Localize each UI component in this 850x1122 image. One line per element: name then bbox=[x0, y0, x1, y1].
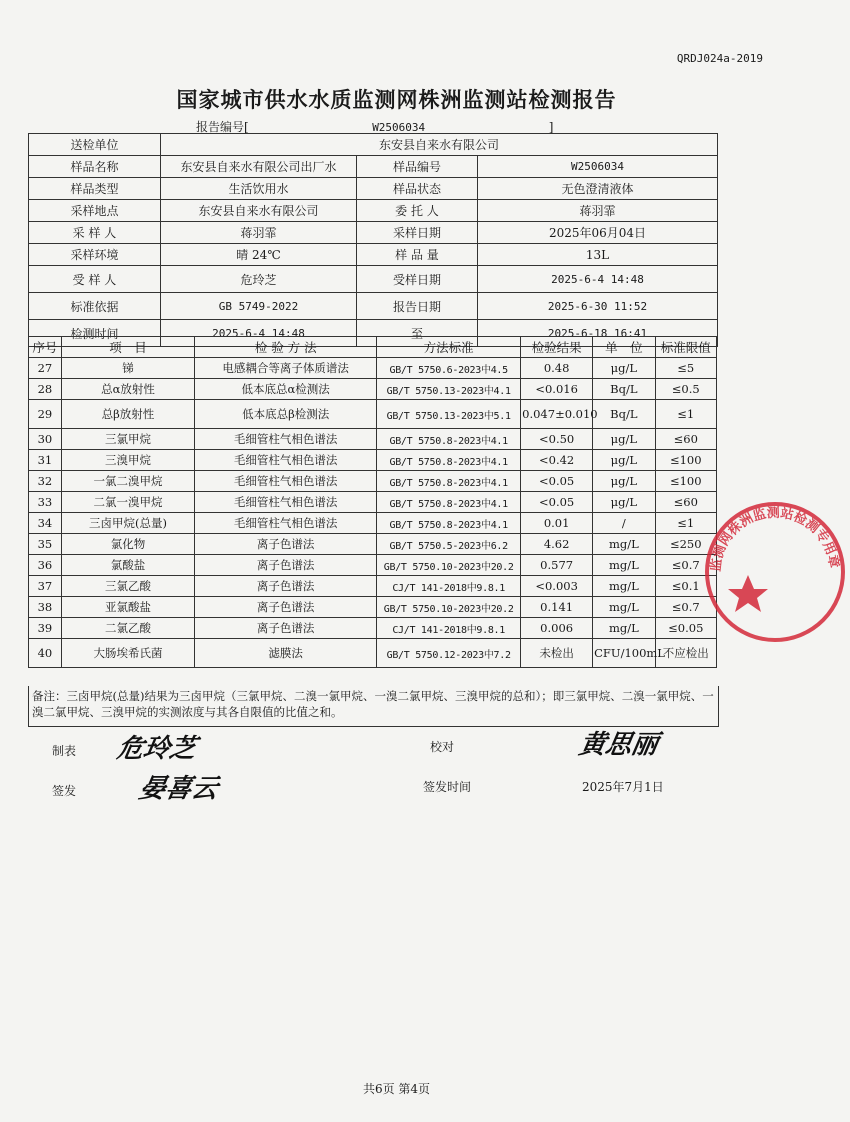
cell-item: 三溴甲烷 bbox=[61, 450, 194, 471]
test-items-table bbox=[28, 336, 717, 668]
sample-state-value: 无色澄清液体 bbox=[478, 178, 718, 200]
prepared-by-signature: 危玲芝 bbox=[114, 734, 199, 764]
cell-standard: GB/T 5750.10-2023中20.2 bbox=[377, 555, 521, 576]
cell-no: 40 bbox=[29, 639, 62, 668]
row-client-unit bbox=[29, 134, 718, 156]
cell-no: 37 bbox=[29, 576, 62, 597]
cell-limit: ≤250 bbox=[655, 534, 716, 555]
cell-method: 离子色谱法 bbox=[195, 618, 377, 639]
report-date-label: 报告日期 bbox=[357, 293, 478, 320]
cell-standard: CJ/T 141-2018中9.8.1 bbox=[377, 576, 521, 597]
sample-state-label: 样品状态 bbox=[357, 178, 478, 200]
cell-standard: GB/T 5750.8-2023中4.1 bbox=[377, 492, 521, 513]
issued-by-signature: 晏喜云 bbox=[136, 774, 221, 804]
cell-limit: ≤60 bbox=[655, 429, 716, 450]
sampling-site-value: 东安县自来水有限公司 bbox=[161, 200, 357, 222]
cell-limit: ≤0.7 bbox=[655, 597, 716, 618]
cell-unit: μg/L bbox=[593, 358, 655, 379]
cell-unit: CFU/100mL bbox=[593, 639, 655, 668]
test-time-label: 检测时间 bbox=[29, 320, 161, 347]
cell-no: 32 bbox=[29, 471, 62, 492]
prepared-by-label: 制表 bbox=[52, 744, 77, 758]
cell-standard: GB/T 5750.12-2023中7.2 bbox=[377, 639, 521, 668]
table-header-row bbox=[29, 337, 717, 358]
cell-result: 0.01 bbox=[521, 513, 593, 534]
cell-standard: GB/T 5750.13-2023中4.1 bbox=[377, 379, 521, 400]
cell-item: 三氯甲烷 bbox=[61, 429, 194, 450]
table-row bbox=[29, 400, 717, 429]
cell-no: 36 bbox=[29, 555, 62, 576]
cell-standard: GB/T 5750.8-2023中4.1 bbox=[377, 471, 521, 492]
cell-result: <0.42 bbox=[521, 450, 593, 471]
report-title: 国家城市供水水质监测网株洲监测站检测报告 bbox=[176, 87, 617, 112]
cell-no: 33 bbox=[29, 492, 62, 513]
form-code: QRDJ024a-2019 bbox=[676, 52, 763, 65]
sampling-env-label: 采样环境 bbox=[29, 244, 161, 266]
row-sampling-env bbox=[29, 244, 718, 266]
cell-unit: Bq/L bbox=[593, 379, 655, 400]
cell-standard: GB/T 5750.6-2023中4.5 bbox=[377, 358, 521, 379]
cell-method: 毛细管柱气相色谱法 bbox=[195, 471, 377, 492]
cell-no: 28 bbox=[29, 379, 62, 400]
cell-result: <0.50 bbox=[521, 429, 593, 450]
cell-no: 30 bbox=[29, 429, 62, 450]
cell-result: <0.016 bbox=[521, 379, 593, 400]
cell-no: 38 bbox=[29, 597, 62, 618]
cell-standard: GB/T 5750.10-2023中20.2 bbox=[377, 597, 521, 618]
cell-item: 亚氯酸盐 bbox=[61, 597, 194, 618]
issued-by-label: 签发 bbox=[52, 784, 77, 798]
receiver-label: 受 样 人 bbox=[29, 266, 161, 293]
official-seal-icon bbox=[700, 497, 850, 647]
header-no: 序号 bbox=[29, 337, 62, 358]
cell-standard: GB/T 5750.5-2023中6.2 bbox=[377, 534, 521, 555]
sample-no-value: W2506034 bbox=[478, 156, 718, 178]
row-sample-name bbox=[29, 156, 718, 178]
cell-method: 电感耦合等离子体质谱法 bbox=[195, 358, 377, 379]
cell-no: 35 bbox=[29, 534, 62, 555]
receiver-value: 危玲芝 bbox=[161, 266, 357, 293]
header-method: 检 验 方 法 bbox=[195, 337, 377, 358]
cell-standard: GB/T 5750.8-2023中4.1 bbox=[377, 450, 521, 471]
cell-item: 大肠埃希氏菌 bbox=[61, 639, 194, 668]
sampling-site-label: 采样地点 bbox=[29, 200, 161, 222]
test-time-from: 2025-6-4 14:48 bbox=[161, 320, 357, 347]
checked-by-label: 校对 bbox=[430, 740, 455, 754]
cell-result: 0.141 bbox=[521, 597, 593, 618]
row-standard bbox=[29, 293, 718, 320]
cell-item: 一氯二溴甲烷 bbox=[61, 471, 194, 492]
cell-method: 低本底总β检测法 bbox=[195, 400, 377, 429]
table-row bbox=[29, 450, 717, 471]
cell-item: 二氯乙酸 bbox=[61, 618, 194, 639]
cell-limit: ≤0.05 bbox=[655, 618, 716, 639]
cell-unit: mg/L bbox=[593, 618, 655, 639]
cell-no: 29 bbox=[29, 400, 62, 429]
sampler-value: 蒋羽霏 bbox=[161, 222, 357, 244]
table-row bbox=[29, 576, 717, 597]
sample-name-label: 样品名称 bbox=[29, 156, 161, 178]
test-time-to: 2025-6-18 16:41 bbox=[478, 320, 718, 347]
cell-unit: μg/L bbox=[593, 450, 655, 471]
sample-info-table bbox=[28, 133, 718, 347]
table-row bbox=[29, 597, 717, 618]
checked-by-signature: 黄思丽 bbox=[576, 730, 661, 760]
row-sampler bbox=[29, 222, 718, 244]
cell-unit: μg/L bbox=[593, 471, 655, 492]
report-number-value: W2506034 bbox=[372, 121, 426, 134]
table-row bbox=[29, 358, 717, 379]
cell-result: 0.006 bbox=[521, 618, 593, 639]
cell-method: 离子色谱法 bbox=[195, 597, 377, 618]
issue-time-value: 2025年7月1日 bbox=[582, 780, 664, 794]
cell-method: 毛细管柱气相色谱法 bbox=[195, 492, 377, 513]
sampling-date-value: 2025年06月04日 bbox=[478, 222, 718, 244]
sample-type-value: 生活饮用水 bbox=[161, 178, 357, 200]
entrusted-by-label: 委 托 人 bbox=[357, 200, 478, 222]
sample-qty-value: 13L bbox=[478, 244, 718, 266]
client-unit-label: 送检单位 bbox=[29, 134, 161, 156]
header-result: 检验结果 bbox=[521, 337, 593, 358]
table-row bbox=[29, 513, 717, 534]
cell-unit: mg/L bbox=[593, 555, 655, 576]
cell-standard: GB/T 5750.8-2023中4.1 bbox=[377, 429, 521, 450]
cell-item: 三卤甲烷(总量) bbox=[61, 513, 194, 534]
cell-method: 滤膜法 bbox=[195, 639, 377, 668]
cell-method: 毛细管柱气相色谱法 bbox=[195, 450, 377, 471]
cell-limit: ≤0.1 bbox=[655, 576, 716, 597]
cell-result: 未检出 bbox=[521, 639, 593, 668]
receive-date-value: 2025-6-4 14:48 bbox=[478, 266, 718, 293]
sample-name-value: 东安县自来水有限公司出厂水 bbox=[161, 156, 357, 178]
cell-method: 离子色谱法 bbox=[195, 555, 377, 576]
cell-standard: CJ/T 141-2018中9.8.1 bbox=[377, 618, 521, 639]
cell-item: 总β放射性 bbox=[61, 400, 194, 429]
sample-qty-label: 样 品 量 bbox=[357, 244, 478, 266]
header-limit: 标准限值 bbox=[655, 337, 716, 358]
cell-standard: GB/T 5750.13-2023中5.1 bbox=[377, 400, 521, 429]
cell-limit: ≤5 bbox=[655, 358, 716, 379]
cell-limit: ≤1 bbox=[655, 513, 716, 534]
cell-item: 氯化物 bbox=[61, 534, 194, 555]
header-item: 项 目 bbox=[61, 337, 194, 358]
cell-no: 31 bbox=[29, 450, 62, 471]
cell-limit: ≤0.7 bbox=[655, 555, 716, 576]
page-footer: 共6页 第4页 bbox=[362, 1082, 431, 1096]
cell-no: 27 bbox=[29, 358, 62, 379]
cell-standard: GB/T 5750.8-2023中4.1 bbox=[377, 513, 521, 534]
cell-unit: μg/L bbox=[593, 429, 655, 450]
cell-method: 离子色谱法 bbox=[195, 576, 377, 597]
stamp-text: 监测网株洲监测站检测专用章 bbox=[708, 505, 842, 573]
test-time-to-label: 至 bbox=[357, 320, 478, 347]
cell-item: 总α放射性 bbox=[61, 379, 194, 400]
standard-value: GB 5749-2022 bbox=[161, 293, 357, 320]
cell-result: 4.62 bbox=[521, 534, 593, 555]
svg-text:监测网株洲监测站检测专用章 bbox=[708, 505, 842, 573]
table-row bbox=[29, 471, 717, 492]
table-row bbox=[29, 618, 717, 639]
sample-type-label: 样品类型 bbox=[29, 178, 161, 200]
sample-no-label: 样品编号 bbox=[357, 156, 478, 178]
cell-limit: ≤1 bbox=[655, 400, 716, 429]
cell-method: 低本底总α检测法 bbox=[195, 379, 377, 400]
table-row bbox=[29, 379, 717, 400]
cell-item: 氯酸盐 bbox=[61, 555, 194, 576]
cell-method: 毛细管柱气相色谱法 bbox=[195, 513, 377, 534]
receive-date-label: 受样日期 bbox=[357, 266, 478, 293]
cell-result: <0.003 bbox=[521, 576, 593, 597]
row-sample-type bbox=[29, 178, 718, 200]
cell-result: <0.05 bbox=[521, 471, 593, 492]
cell-method: 毛细管柱气相色谱法 bbox=[195, 429, 377, 450]
cell-unit: μg/L bbox=[593, 492, 655, 513]
test-items-body bbox=[29, 358, 717, 668]
sampler-label: 采 样 人 bbox=[29, 222, 161, 244]
cell-limit: ≤100 bbox=[655, 450, 716, 471]
header-standard: 方法标准 bbox=[377, 337, 521, 358]
cell-unit: mg/L bbox=[593, 597, 655, 618]
cell-item: 锑 bbox=[61, 358, 194, 379]
cell-result: 0.48 bbox=[521, 358, 593, 379]
standard-label: 标准依据 bbox=[29, 293, 161, 320]
cell-no: 34 bbox=[29, 513, 62, 534]
cell-limit: ≤100 bbox=[655, 471, 716, 492]
table-row bbox=[29, 534, 717, 555]
cell-result: 0.577 bbox=[521, 555, 593, 576]
row-receiver bbox=[29, 266, 718, 293]
cell-limit: ≤60 bbox=[655, 492, 716, 513]
table-row bbox=[29, 429, 717, 450]
table-row bbox=[29, 555, 717, 576]
remarks: 备注：三卤甲烷(总量)结果为三卤甲烷（三氯甲烷、二溴一氯甲烷、一溴二氯甲烷、三溴甲烷的总和）；即三氯甲烷、二溴一氯甲烷、一溴二氯甲烷、三溴甲烷的实测浓度与其各自限值的比值之和。 bbox=[28, 686, 719, 727]
cell-limit: ≤0.5 bbox=[655, 379, 716, 400]
header-unit: 单 位 bbox=[593, 337, 655, 358]
table-row bbox=[29, 492, 717, 513]
sampling-env-value: 晴 24℃ bbox=[161, 244, 357, 266]
issue-time-label: 签发时间 bbox=[423, 780, 472, 794]
table-row bbox=[29, 639, 717, 668]
report-date-value: 2025-6-30 11:52 bbox=[478, 293, 718, 320]
report-number-label: 报告编号[ bbox=[196, 120, 249, 134]
cell-result: 0.047±0.010 bbox=[521, 400, 593, 429]
report-number-close: ] bbox=[548, 120, 554, 134]
cell-item: 三氯乙酸 bbox=[61, 576, 194, 597]
client-unit-value: 东安县自来水有限公司 bbox=[161, 134, 718, 156]
cell-unit: / bbox=[593, 513, 655, 534]
cell-limit: 不应检出 bbox=[655, 639, 716, 668]
cell-result: <0.05 bbox=[521, 492, 593, 513]
cell-unit: Bq/L bbox=[593, 400, 655, 429]
cell-unit: mg/L bbox=[593, 534, 655, 555]
cell-method: 离子色谱法 bbox=[195, 534, 377, 555]
cell-unit: mg/L bbox=[593, 576, 655, 597]
cell-item: 二氯一溴甲烷 bbox=[61, 492, 194, 513]
cell-no: 39 bbox=[29, 618, 62, 639]
entrusted-by-value: 蒋羽霏 bbox=[478, 200, 718, 222]
row-sampling-site bbox=[29, 200, 718, 222]
sampling-date-label: 采样日期 bbox=[357, 222, 478, 244]
